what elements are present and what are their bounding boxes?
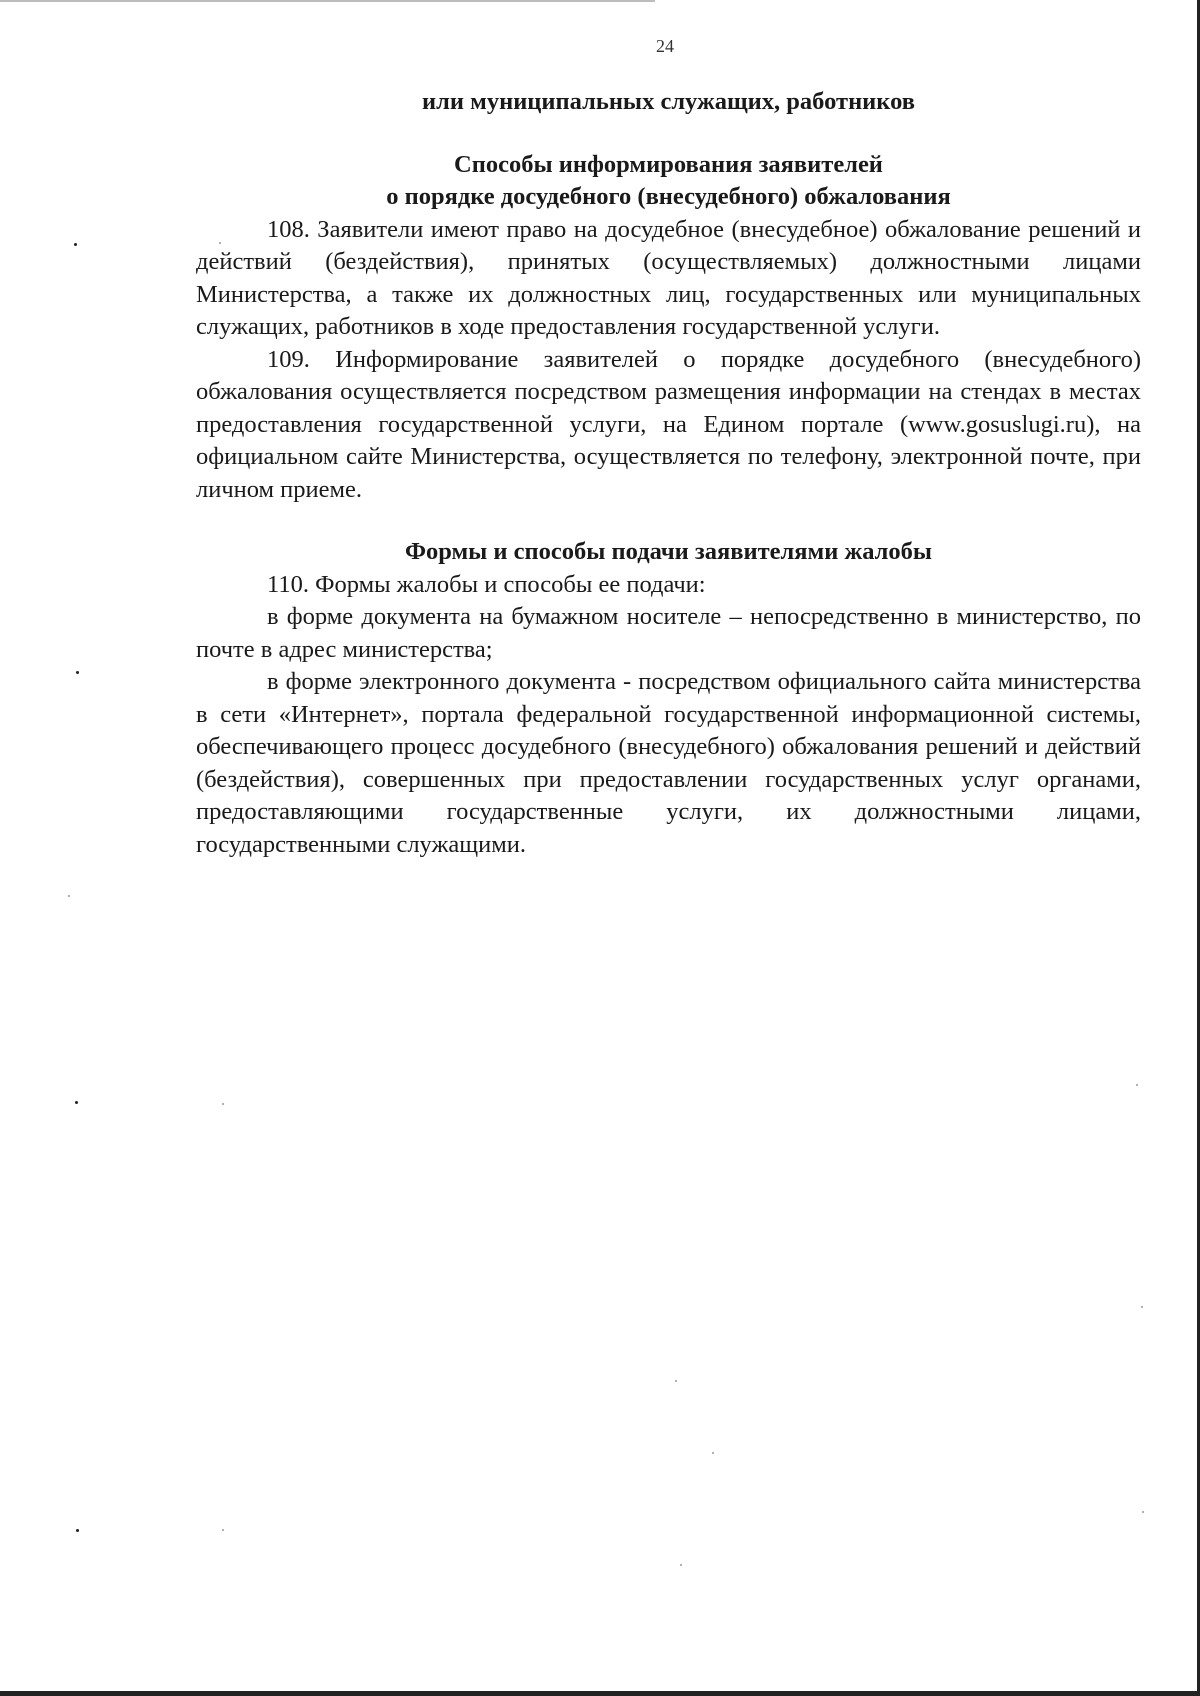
section-forms-heading: Формы и способы подачи заявителями жалобы — [404, 538, 933, 565]
paragraph-electronic-form: в форме электронного документа - посредством официального сайта министерства в сети «Интернет», портала федеральной государственной информационной системы, обеспечивающего процесс досудебного (внесудебного) обжалования решений и действий (бездействия), совершенных при предоставлении государственных услуг органами, предоставляющими государственные услуги, их должностными лицами, государственными служащими. — [196, 668, 1141, 858]
scan-speck — [222, 1529, 224, 1531]
scan-dot — [75, 1101, 78, 1104]
scan-dot — [76, 1529, 79, 1532]
scan-speck — [680, 1564, 682, 1566]
scan-speck — [68, 895, 70, 897]
document-body — [196, 86, 1141, 861]
paragraph-108: 108. Заявители имеют право на досудебное (внесудебное) обжалование решений и действий (бездействия), принятых (осуществляемых) должностными лицами Министерства, а также их должностных лиц, государственных или муниципальных служащих, работников в ходе предоставления государственной услуги. — [196, 215, 1141, 340]
page-number: 24 — [656, 36, 674, 56]
scan-speck — [1141, 1306, 1143, 1308]
scan-speck — [1142, 1511, 1144, 1513]
scan-edge-top — [0, 0, 655, 2]
scan-speck — [675, 1380, 677, 1382]
paragraph-110: 110. Формы жалобы и способы ее подачи: — [267, 570, 706, 598]
scan-speck — [222, 1103, 224, 1105]
continued-heading-line: или муниципальных служащих, работников — [422, 88, 915, 115]
scan-edge-bottom — [0, 1691, 1200, 1696]
section-forms — [196, 536, 1141, 861]
paragraph-109: 109. Информирование заявителей о порядке досудебного (внесудебного) обжалования осуществляется посредством размещения информации на стендах в местах предоставления государственной услуги, на Едином портале (www.gosuslugi.ru), на официальном сайте Министерства, осуществляется по телефону, электронной почте, при личном приеме. — [196, 345, 1141, 503]
section-informing — [196, 149, 1141, 507]
scan-speck — [712, 1452, 714, 1454]
scan-speck — [1136, 1084, 1138, 1086]
paragraph-paper-form: в форме документа на бумажном носителе – непосредственно в министерство, по почте в адрес министерства; — [196, 603, 1141, 663]
section-informing-heading-line1: Способы информирования заявителей — [454, 150, 883, 178]
scan-dot — [74, 243, 77, 246]
scan-dot — [76, 671, 79, 674]
section-informing-heading-line2: о порядке досудебного (внесудебного) обжалования — [386, 183, 951, 210]
scan-speck — [219, 242, 221, 244]
